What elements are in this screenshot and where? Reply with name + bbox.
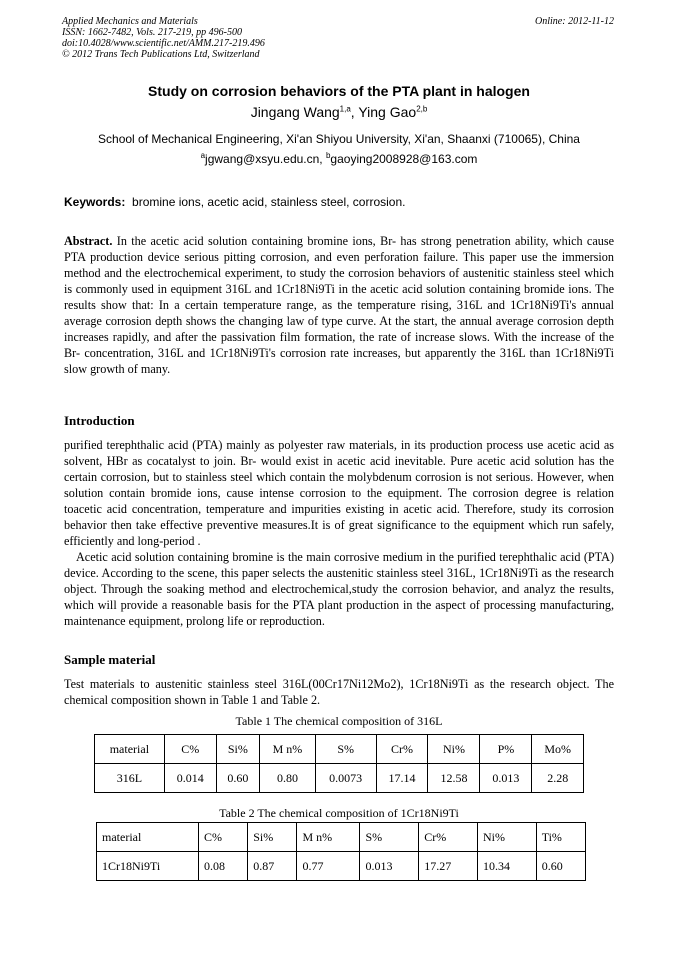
email-line [0,152,678,166]
table-header-cell: Cr% [376,735,428,764]
abstract-label: Abstract. [64,234,113,248]
author-name: Jingang Wang [250,104,340,120]
table-cell: 0.60 [536,852,585,881]
table-header-cell: Ti% [536,823,585,852]
table-header-cell: M n% [297,823,360,852]
table-header-cell: C% [199,823,248,852]
abstract [64,233,614,377]
table-header-cell: material [95,735,165,764]
table-cell: 10.34 [477,852,536,881]
table-header-cell: material [97,823,199,852]
table-cell: 316L [95,764,165,793]
table-cell: 0.0073 [315,764,376,793]
table1-caption: Table 1 The chemical composition of 316L [235,714,443,728]
table-cell: 1Cr18Ni9Ti [97,852,199,881]
table-header-cell: M n% [260,735,316,764]
table2 [96,822,586,881]
author-name: Ying Gao [358,104,417,120]
table-header-cell: Si% [248,823,297,852]
table-header-cell: Si% [216,735,259,764]
table-cell: 0.013 [360,852,419,881]
author-superscript: 1,a [339,104,351,114]
table-header-row [95,735,584,764]
table-header-cell: Ni% [428,735,480,764]
section-heading-sample-material: Sample material [64,652,156,667]
table-cell: 0.87 [248,852,297,881]
online-date: Online: 2012-11-12 [535,16,614,27]
journal-name: Applied Mechanics and Materials [62,16,198,27]
table-cell: 0.60 [216,764,259,793]
affiliation: School of Mechanical Engineering, Xi'an Shiyou University, Xi'an, Shaanxi (710065), China [98,132,580,146]
table-header-cell: C% [164,735,216,764]
table-header-cell: S% [315,735,376,764]
email-address: gaoying2008928@163.com [330,152,478,166]
email-superscript: b [325,151,331,160]
table-header-cell: S% [360,823,419,852]
author-superscript: 2,b [416,104,428,114]
section-heading-introduction: Introduction [64,413,135,428]
table-cell: 2.28 [532,764,584,793]
table-header-cell: Cr% [419,823,478,852]
author-separator: , [350,104,359,120]
keywords [64,195,406,209]
table1 [94,734,584,793]
sample-paragraph: Test materials to austenitic stainless steel 316L(00Cr17Ni12Mo2), 1Cr18Ni9Ti as the research object. The chemical composition shown in Table 1 and Table 2. [64,677,614,707]
abstract-text: In the acetic acid solution containing bromine ions, Br- has strong penetration ability, which cause PTA production device serious pitting corrosion, and even perforation failure. This paper use the immersion method and the electrochemical experiment, to study the corrosion behaviors of austenitic stainless steel which is commonly used in equipment 316L and 1Cr18Ni9Ti in the acetic acid solution containing bromide ions. The results show that: In a certain temperature range, as the temperature rising, 316L and 1Cr18Ni9Ti's annual average corrosion depth shows the changing law of type curve. At the start, the annual average corrosion depth increases rapidly, and after the passivation film formation, the rate of increase slows. With the increase of the Br- concentration, 316L and 1Cr18Ni9Ti's corrosion rate increases, but apparently the 316L than 1Cr18Ni9Ti slow growth of many. [64,234,614,376]
journal-header [62,16,265,60]
table-cell: 0.013 [480,764,532,793]
keywords-text: bromine ions, acetic acid, stainless steel, corrosion. [132,195,406,209]
table-row [95,764,584,793]
keywords-label: Keywords: [64,195,126,209]
introduction-paragraph-2: Acetic acid solution containing bromine is the main corrosive medium in the purified terephthalic acid (PTA) device. According to the scene, this paper selects the austenitic stainless steel 316L, 1Cr18Ni9Ti as the research object. Through the soaking method and electrochemical,study the corrosion behavior, and analyz the results, which will provide a reasonable basis for the PTA plant production in the aspect of processing manufacturing, maintenance equipment, prolong life or reproduction. [64,550,614,628]
table-cell: 0.77 [297,852,360,881]
table-header-cell: Mo% [532,735,584,764]
doi-line: doi:10.4028/www.scientific.net/AMM.217-219.496 [62,38,265,49]
table-cell: 0.014 [164,764,216,793]
table2-caption: Table 2 The chemical composition of 1Cr18Ni9Ti [219,806,459,820]
table-header-cell: P% [480,735,532,764]
paper-title: Study on corrosion behaviors of the PTA plant in halogen [148,83,530,99]
table-header-cell: Ni% [477,823,536,852]
author-line [0,104,678,120]
introduction-paragraph-1: purified terephthalic acid (PTA) mainly as polyester raw materials, in its production process use acetic acid as solvent, HBr as cocatalyst to join. Br- would exist in acetic acid inevitable. Pure acetic acid solution has the certain corrosion, but to stainless steel which contain the molybdenum corrosion is not serious. However, when solution contain bromide ions, cause intense corrosion to the equipment. The corrosion degree is relation toacetic acid concentration, temperature and impurities existing in acetic acid. Therefore, study its corrosion behavior then take effective preventive measures.It is of great significance to the equipment which run safely, efficiently and long-period . [64,438,614,548]
email-address: jgwang@xsyu.edu.cn, [205,152,326,166]
table-row [97,852,586,881]
table-cell: 0.08 [199,852,248,881]
table-cell: 0.80 [260,764,316,793]
table-cell: 12.58 [428,764,480,793]
table-header-row [97,823,586,852]
email-superscript: a [200,151,206,160]
copyright-line: © 2012 Trans Tech Publications Ltd, Switzerland [62,49,260,60]
issn-line: ISSN: 1662-7482, Vols. 217-219, pp 496-500 [62,27,242,38]
table-cell: 17.27 [419,852,478,881]
table-cell: 17.14 [376,764,428,793]
